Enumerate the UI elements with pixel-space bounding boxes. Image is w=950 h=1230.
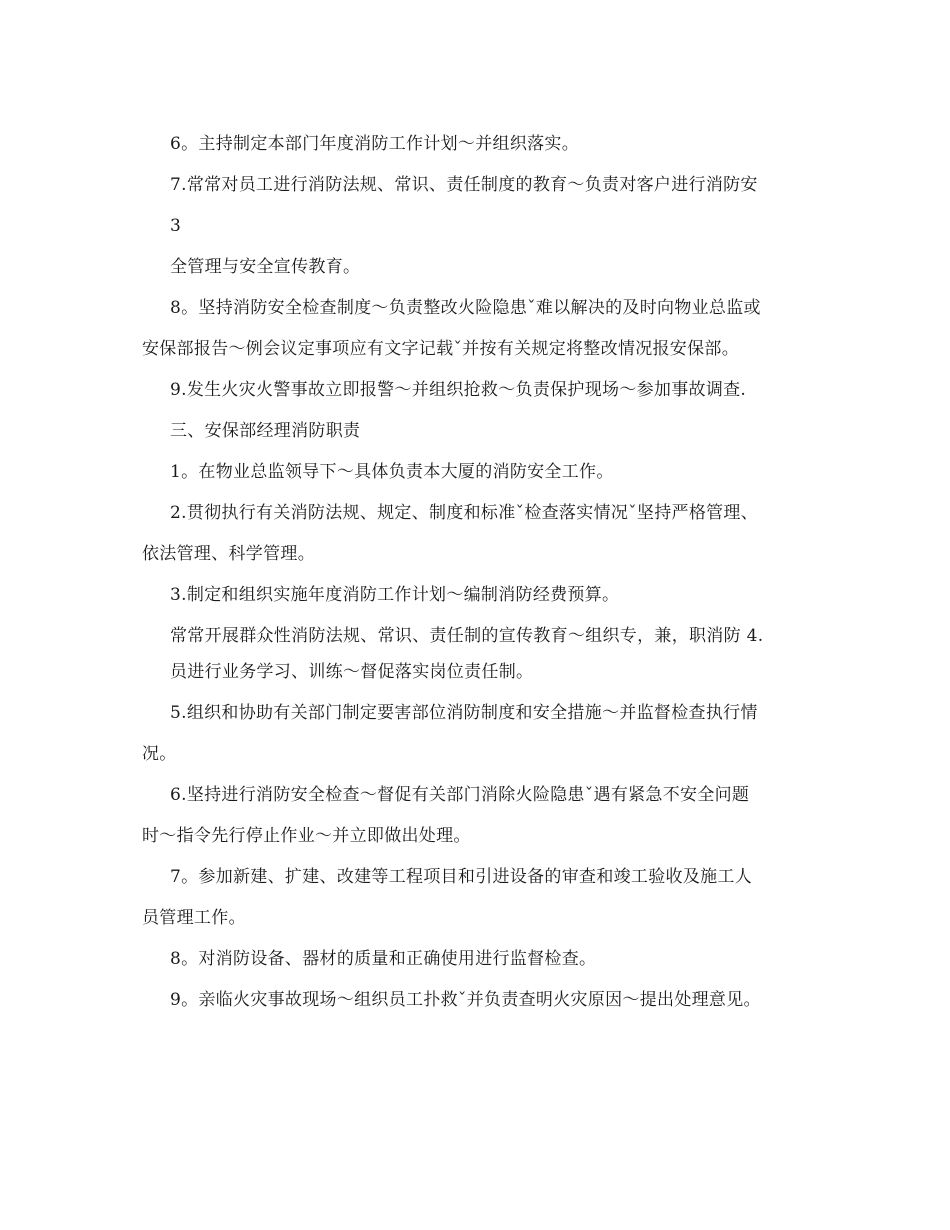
text-line-12: 员进行业务学习、训练～督促落实岗位责任制。 — [170, 662, 534, 682]
text-line-7: 1。在物业总监领导下～具体负责本大厦的消防安全工作。 — [170, 462, 614, 482]
text-line-18: 员管理工作。 — [142, 908, 246, 928]
text-line-11: 常常开展群众性消防法规、常识、责任制的宣传教育～组织专，兼，职消防 4. — [170, 626, 764, 646]
text-line-9: 依法管理、科学管理。 — [142, 544, 315, 564]
text-line-8: 2.贯彻执行有关消防法规、规定、制度和标准ˇ检查落实情况ˇ坚持严格管理、 — [170, 503, 759, 523]
text-line-17: 7。参加新建、扩建、改建等工程项目和引进设备的审查和竣工验收及施工人 — [170, 867, 753, 887]
text-line-20: 9。亲临火灾事故现场～组织员工扑救ˇ并负责查明火灾原因～提出处理意见。 — [170, 990, 761, 1010]
text-line-1: 6。主持制定本部门年度消防工作计划～并组织落实。 — [170, 134, 580, 154]
text-line-5: 安保部报告～例会议定事项应有文字记载ˇ并按有关规定将整改情况报安保部。 — [142, 339, 739, 359]
text-line-19: 8。对消防设备、器材的质量和正确使用进行监督检查。 — [170, 949, 597, 969]
text-line-2: 7.常常对员工进行消防法规、常识、责任制度的教育～负责对客户进行消防安 — [170, 175, 758, 195]
text-line-13: 5.组织和协助有关部门制定要害部位消防制度和安全措施～并监督检查执行情 — [170, 703, 758, 723]
text-line-4: 8。坚持消防安全检查制度～负责整改火险隐患ˇ难以解决的及时向物业总监或 — [170, 298, 761, 318]
text-line-3: 全管理与安全宣传教育。 — [170, 257, 361, 277]
text-line-14: 况。 — [142, 744, 177, 764]
page-number: 3 — [170, 216, 182, 236]
text-line-6: 9.发生火灾火警事故立即报警～并组织抢救～负责保护现场～参加事故调查. — [170, 380, 747, 400]
text-line-15: 6.坚持进行消防安全检查～督促有关部门消除火险隐患ˇ遇有紧急不安全问题 — [170, 785, 750, 805]
text-line-16: 时～指令先行停止作业～并立即做出处理。 — [142, 826, 471, 846]
text-line-10: 3.制定和组织实施年度消防工作计划～编制消防经费预算。 — [170, 585, 620, 605]
section-heading: 三、安保部经理消防职责 — [170, 421, 361, 441]
